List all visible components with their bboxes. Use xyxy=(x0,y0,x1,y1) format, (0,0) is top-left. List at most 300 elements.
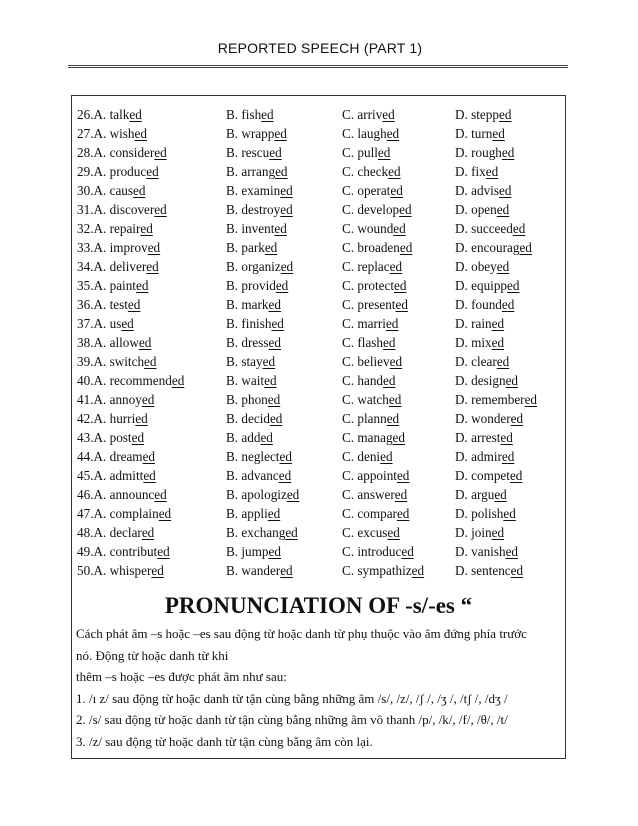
option-d xyxy=(455,181,511,200)
option-stem: B. decid xyxy=(226,411,270,426)
option-suffix-underlined: ed xyxy=(157,544,170,559)
option-b xyxy=(226,181,293,200)
option-stem: C. deni xyxy=(342,449,381,464)
option-stem: D. turn xyxy=(455,126,493,141)
question-row xyxy=(77,219,562,238)
section-notes xyxy=(76,623,564,753)
option-stem: C. broaden xyxy=(342,240,400,255)
option-c xyxy=(342,447,393,466)
option-suffix-underlined: ed xyxy=(274,221,287,236)
option-stem: D. compet xyxy=(455,468,510,483)
option-suffix-underlined: ed xyxy=(401,544,414,559)
option-suffix-underlined: ed xyxy=(154,145,167,160)
question-row xyxy=(77,542,562,561)
option-d xyxy=(455,276,519,295)
option-stem: 44.A. dream xyxy=(77,449,143,464)
option-b xyxy=(226,352,275,371)
option-suffix-underlined: ed xyxy=(275,164,288,179)
option-a xyxy=(77,561,164,580)
option-suffix-underlined: ed xyxy=(267,506,281,521)
question-list xyxy=(77,105,562,580)
option-a xyxy=(77,409,148,428)
option-stem: C. check xyxy=(342,164,389,179)
option-stem: C. hand xyxy=(342,373,384,388)
option-c xyxy=(342,219,406,238)
option-c xyxy=(342,523,400,542)
option-suffix-underlined: ed xyxy=(383,373,396,388)
question-row xyxy=(77,124,562,143)
option-d xyxy=(455,542,518,561)
option-stem: C. appoint xyxy=(342,468,397,483)
note-rule-2: 2. /s/ sau động từ hoặc danh từ tận cùng bằng những âm vô thanh /p/, /k/, /f/, /θ/, /t/ xyxy=(76,712,508,728)
option-b xyxy=(226,238,277,257)
option-c xyxy=(342,143,390,162)
option-b xyxy=(226,466,291,485)
option-c xyxy=(342,162,401,181)
note-line: nó. Động từ hoặc danh từ khi xyxy=(76,647,229,663)
option-suffix-underlined: ed xyxy=(491,525,505,540)
option-suffix-underlined: ed xyxy=(134,126,147,141)
option-suffix-underlined: ed xyxy=(393,221,406,236)
option-a xyxy=(77,466,156,485)
option-stem: D. succeed xyxy=(455,221,513,236)
question-row xyxy=(77,409,562,428)
option-stem: B. arrang xyxy=(226,164,276,179)
option-suffix-underlined: ed xyxy=(389,354,403,369)
option-suffix-underlined: ed xyxy=(146,164,159,179)
option-suffix-underlined: ed xyxy=(262,354,276,369)
option-suffix-underlined: ed xyxy=(138,335,152,350)
option-suffix-underlined: ed xyxy=(171,373,185,388)
option-suffix-underlined: ed xyxy=(274,126,287,141)
option-stem: 46.A. announc xyxy=(77,487,155,502)
option-stem: B. jump xyxy=(226,544,269,559)
option-suffix-underlined: ed xyxy=(496,354,510,369)
option-a xyxy=(77,276,148,295)
option-stem: B. appli xyxy=(226,506,268,521)
option-suffix-underlined: ed xyxy=(143,468,156,483)
option-stem: D. join xyxy=(455,525,492,540)
option-stem: D. open xyxy=(455,202,497,217)
question-row xyxy=(77,276,562,295)
option-c xyxy=(342,276,406,295)
option-suffix-underlined: ed xyxy=(144,354,157,369)
option-a xyxy=(77,105,142,124)
option-stem: D. encourag xyxy=(455,240,520,255)
option-a xyxy=(77,428,144,447)
exercise-box xyxy=(71,95,566,759)
option-stem: C. laugh xyxy=(342,126,387,141)
option-stem: B. finish xyxy=(226,316,272,331)
option-stem: D. argu xyxy=(455,487,495,502)
option-suffix-underlined: ed xyxy=(524,392,538,407)
option-suffix-underlined: ed xyxy=(279,449,292,464)
option-suffix-underlined: ed xyxy=(386,411,400,426)
option-stem: 42.A. hurri xyxy=(77,411,136,426)
option-stem: D. rain xyxy=(455,316,492,331)
option-suffix-underlined: ed xyxy=(494,487,507,502)
option-suffix-underlined: ed xyxy=(411,563,425,578)
option-stem: D. sentenc xyxy=(455,563,511,578)
question-row xyxy=(77,333,562,352)
option-a xyxy=(77,143,167,162)
option-b xyxy=(226,200,293,219)
option-suffix-underlined: ed xyxy=(129,107,142,122)
option-stem: B. dress xyxy=(226,335,269,350)
option-d xyxy=(455,504,516,523)
option-suffix-underlined: ed xyxy=(285,525,298,540)
option-b xyxy=(226,390,280,409)
question-row xyxy=(77,390,562,409)
option-d xyxy=(455,143,514,162)
option-a xyxy=(77,352,157,371)
option-suffix-underlined: ed xyxy=(141,392,155,407)
option-stem: D. found xyxy=(455,297,502,312)
option-b xyxy=(226,314,284,333)
option-stem: C. plann xyxy=(342,411,387,426)
option-stem: B. stay xyxy=(226,354,263,369)
option-stem: D. equipp xyxy=(455,278,508,293)
option-stem: 43.A. post xyxy=(77,430,132,445)
option-c xyxy=(342,333,395,352)
option-stem: C. develop xyxy=(342,202,400,217)
option-stem: C. marri xyxy=(342,316,386,331)
option-d xyxy=(455,238,532,257)
option-stem: D. rough xyxy=(455,145,502,160)
option-suffix-underlined: ed xyxy=(146,259,159,274)
option-stem: B. phon xyxy=(226,392,268,407)
option-suffix-underlined: ed xyxy=(280,183,293,198)
option-stem: 30.A. caus xyxy=(77,183,134,198)
option-stem: D. advis xyxy=(455,183,499,198)
option-b xyxy=(226,143,282,162)
option-suffix-underlined: ed xyxy=(505,544,519,559)
note-rule-3: 3. /z/ sau động từ hoặc danh từ tận cùng bằng âm còn lại. xyxy=(76,733,373,749)
option-suffix-underlined: ed xyxy=(496,259,510,274)
option-stem: C. protect xyxy=(342,278,395,293)
option-stem: B. wander xyxy=(226,563,281,578)
option-suffix-underlined: ed xyxy=(390,183,403,198)
note-line: Cách phát âm –s hoặc –es sau động từ hoặc danh từ phụ thuộc vào âm đứng phía trước xyxy=(76,626,527,641)
option-stem: D. stepp xyxy=(455,107,499,122)
option-stem: 32.A. repair xyxy=(77,221,141,236)
option-stem: C. arriv xyxy=(342,107,383,122)
option-suffix-underlined: ed xyxy=(485,164,499,179)
option-stem: 39.A. switch xyxy=(77,354,145,369)
option-suffix-underlined: ed xyxy=(280,563,293,578)
option-stem: D. clear xyxy=(455,354,497,369)
option-stem: B. mark xyxy=(226,297,269,312)
option-d xyxy=(455,561,523,580)
option-d xyxy=(455,105,511,124)
option-stem: C. sympathiz xyxy=(342,563,412,578)
option-stem: C. wound xyxy=(342,221,394,236)
option-d xyxy=(455,466,522,485)
option-d xyxy=(455,162,498,181)
option-stem: D. design xyxy=(455,373,506,388)
option-suffix-underlined: ed xyxy=(512,221,526,236)
option-c xyxy=(342,561,424,580)
option-a xyxy=(77,162,159,181)
option-a xyxy=(77,371,184,390)
option-suffix-underlined: ed xyxy=(498,107,512,122)
option-stem: C. answer xyxy=(342,487,395,502)
option-suffix-underlined: ed xyxy=(121,316,134,331)
option-suffix-underlined: ed xyxy=(501,297,515,312)
option-a xyxy=(77,542,170,561)
option-d xyxy=(455,295,514,314)
option-b xyxy=(226,162,288,181)
option-a xyxy=(77,314,134,333)
option-suffix-underlined: ed xyxy=(142,449,156,464)
option-stem: 33.A. improv xyxy=(77,240,148,255)
option-suffix-underlined: ed xyxy=(267,392,281,407)
option-stem: 28.A. consider xyxy=(77,145,155,160)
question-row xyxy=(77,181,562,200)
option-stem: 29.A. produc xyxy=(77,164,147,179)
option-stem: D. admir xyxy=(455,449,502,464)
option-b xyxy=(226,485,299,504)
option-suffix-underlined: ed xyxy=(396,506,410,521)
page-header-title: REPORTED SPEECH (PART 1) xyxy=(217,40,423,56)
option-stem: C. pull xyxy=(342,145,378,160)
question-row xyxy=(77,447,562,466)
option-suffix-underlined: ed xyxy=(264,240,278,255)
option-stem: C. excus xyxy=(342,525,388,540)
option-stem: C. watch xyxy=(342,392,389,407)
option-stem: D. arrest xyxy=(455,430,501,445)
option-suffix-underlined: ed xyxy=(501,145,515,160)
option-stem: C. operat xyxy=(342,183,391,198)
option-a xyxy=(77,238,160,257)
option-c xyxy=(342,314,398,333)
option-stem: C. manag xyxy=(342,430,393,445)
option-b xyxy=(226,428,273,447)
option-stem: C. believ xyxy=(342,354,390,369)
option-suffix-underlined: ed xyxy=(147,240,161,255)
option-stem: D. fix xyxy=(455,164,486,179)
option-d xyxy=(455,124,505,143)
option-suffix-underlined: ed xyxy=(501,449,515,464)
option-b xyxy=(226,124,287,143)
option-stem: B. neglect xyxy=(226,449,280,464)
option-c xyxy=(342,409,399,428)
option-stem: B. examin xyxy=(226,183,281,198)
option-stem: C. replac xyxy=(342,259,390,274)
option-stem: B. advanc xyxy=(226,468,279,483)
option-suffix-underlined: ed xyxy=(271,316,284,331)
option-c xyxy=(342,295,408,314)
question-row xyxy=(77,200,562,219)
option-stem: D. mix xyxy=(455,335,492,350)
option-b xyxy=(226,542,281,561)
option-stem: B. add xyxy=(226,430,261,445)
option-stem: B. rescu xyxy=(226,145,270,160)
question-row xyxy=(77,523,562,542)
option-stem: D. wonder xyxy=(455,411,511,426)
option-a xyxy=(77,485,167,504)
option-suffix-underlined: ed xyxy=(135,278,149,293)
option-suffix-underlined: ed xyxy=(510,563,524,578)
option-suffix-underlined: ed xyxy=(399,202,412,217)
option-c xyxy=(342,371,395,390)
option-stem: B. exchang xyxy=(226,525,286,540)
option-stem: 31.A. discover xyxy=(77,202,155,217)
option-stem: B. fish xyxy=(226,107,262,122)
option-c xyxy=(342,105,395,124)
option-suffix-underlined: ed xyxy=(395,297,408,312)
option-stem: B. park xyxy=(226,240,265,255)
option-suffix-underlined: ed xyxy=(519,240,532,255)
option-stem: D. remember xyxy=(455,392,525,407)
option-c xyxy=(342,504,409,523)
option-stem: 35.A. paint xyxy=(77,278,136,293)
option-suffix-underlined: ed xyxy=(382,107,395,122)
question-row xyxy=(77,143,562,162)
option-c xyxy=(342,124,399,143)
option-b xyxy=(226,257,293,276)
option-stem: 37.A. us xyxy=(77,316,122,331)
option-stem: 36.A. test xyxy=(77,297,128,312)
option-suffix-underlined: ed xyxy=(268,297,281,312)
option-b xyxy=(226,504,280,523)
option-suffix-underlined: ed xyxy=(385,316,399,331)
option-suffix-underlined: ed xyxy=(377,145,391,160)
option-a xyxy=(77,523,154,542)
option-d xyxy=(455,219,525,238)
option-a xyxy=(77,257,159,276)
option-stem: B. apologiz xyxy=(226,487,287,502)
option-suffix-underlined: ed xyxy=(133,183,146,198)
option-suffix-underlined: ed xyxy=(268,544,281,559)
option-b xyxy=(226,371,277,390)
option-suffix-underlined: ed xyxy=(491,316,505,331)
option-suffix-underlined: ed xyxy=(380,449,393,464)
note-rule-1: 1. /ı z/ sau động từ hoặc danh từ tận cùng bằng những âm /s/, /z/, /ʃ /, /ʒ /, /tʃ /, /dʒ / xyxy=(76,690,508,706)
option-b xyxy=(226,105,274,124)
option-stem: C. introduc xyxy=(342,544,402,559)
question-row xyxy=(77,352,562,371)
option-suffix-underlined: ed xyxy=(158,506,172,521)
option-suffix-underlined: ed xyxy=(491,335,505,350)
option-suffix-underlined: ed xyxy=(140,221,153,236)
option-stem: B. provid xyxy=(226,278,276,293)
option-stem: B. organiz xyxy=(226,259,281,274)
option-suffix-underlined: ed xyxy=(388,392,402,407)
option-stem: 47.A. complain xyxy=(77,506,159,521)
header-divider xyxy=(68,65,568,68)
option-suffix-underlined: ed xyxy=(154,487,167,502)
option-suffix-underlined: ed xyxy=(509,468,523,483)
option-d xyxy=(455,485,507,504)
question-row xyxy=(77,504,562,523)
question-row xyxy=(77,295,562,314)
option-suffix-underlined: ed xyxy=(264,373,277,388)
note-line: thêm –s hoặc –es được phát âm như sau: xyxy=(76,669,287,685)
question-row xyxy=(77,314,562,333)
option-suffix-underlined: ed xyxy=(275,278,289,293)
option-suffix-underlined: ed xyxy=(268,335,281,350)
option-d xyxy=(455,409,523,428)
option-a xyxy=(77,181,146,200)
option-suffix-underlined: ed xyxy=(261,107,274,122)
question-row xyxy=(77,466,562,485)
option-d xyxy=(455,333,504,352)
option-a xyxy=(77,124,147,143)
section-title: PRONUNCIATION OF -s/-es “ xyxy=(164,593,473,618)
option-c xyxy=(342,428,405,447)
option-a xyxy=(77,504,171,523)
option-c xyxy=(342,352,402,371)
question-row xyxy=(77,428,562,447)
option-suffix-underlined: ed xyxy=(387,525,400,540)
question-row xyxy=(77,162,562,181)
option-b xyxy=(226,409,282,428)
option-a xyxy=(77,390,154,409)
option-d xyxy=(455,523,504,542)
option-suffix-underlined: ed xyxy=(392,430,405,445)
option-stem: 48.A. declar xyxy=(77,525,142,540)
option-stem: 34.A. deliver xyxy=(77,259,147,274)
option-suffix-underlined: ed xyxy=(498,183,512,198)
option-stem: D. vanish xyxy=(455,544,506,559)
option-stem: 45.A. admitt xyxy=(77,468,144,483)
option-b xyxy=(226,447,292,466)
option-suffix-underlined: ed xyxy=(394,278,407,293)
option-c xyxy=(342,181,403,200)
option-suffix-underlined: ed xyxy=(269,145,282,160)
option-suffix-underlined: ed xyxy=(135,411,148,426)
option-suffix-underlined: ed xyxy=(510,411,524,426)
option-a xyxy=(77,333,151,352)
option-stem: 40.A. recommend xyxy=(77,373,172,388)
option-d xyxy=(455,428,513,447)
option-suffix-underlined: ed xyxy=(280,259,294,274)
option-suffix-underlined: ed xyxy=(278,468,292,483)
option-a xyxy=(77,295,140,314)
option-suffix-underlined: ed xyxy=(492,126,505,141)
option-b xyxy=(226,219,287,238)
question-row xyxy=(77,238,562,257)
option-b xyxy=(226,295,281,314)
option-a xyxy=(77,447,155,466)
option-b xyxy=(226,561,293,580)
option-stem: 41.A. annoy xyxy=(77,392,142,407)
option-suffix-underlined: ed xyxy=(496,202,510,217)
option-c xyxy=(342,238,412,257)
option-c xyxy=(342,257,402,276)
option-suffix-underlined: ed xyxy=(151,563,164,578)
option-c xyxy=(342,200,412,219)
option-d xyxy=(455,314,504,333)
question-row xyxy=(77,485,562,504)
option-stem: B. wait xyxy=(226,373,265,388)
option-suffix-underlined: ed xyxy=(269,411,283,426)
option-c xyxy=(342,542,414,561)
option-suffix-underlined: ed xyxy=(286,487,300,502)
option-suffix-underlined: ed xyxy=(127,297,141,312)
option-b xyxy=(226,523,298,542)
option-stem: B. wrapp xyxy=(226,126,275,141)
option-stem: 38.A. allow xyxy=(77,335,139,350)
option-suffix-underlined: ed xyxy=(394,487,408,502)
option-suffix-underlined: ed xyxy=(505,373,519,388)
option-suffix-underlined: ed xyxy=(386,126,400,141)
option-c xyxy=(342,466,409,485)
option-suffix-underlined: ed xyxy=(399,240,413,255)
option-stem: D. obey xyxy=(455,259,497,274)
option-stem: C. present xyxy=(342,297,396,312)
